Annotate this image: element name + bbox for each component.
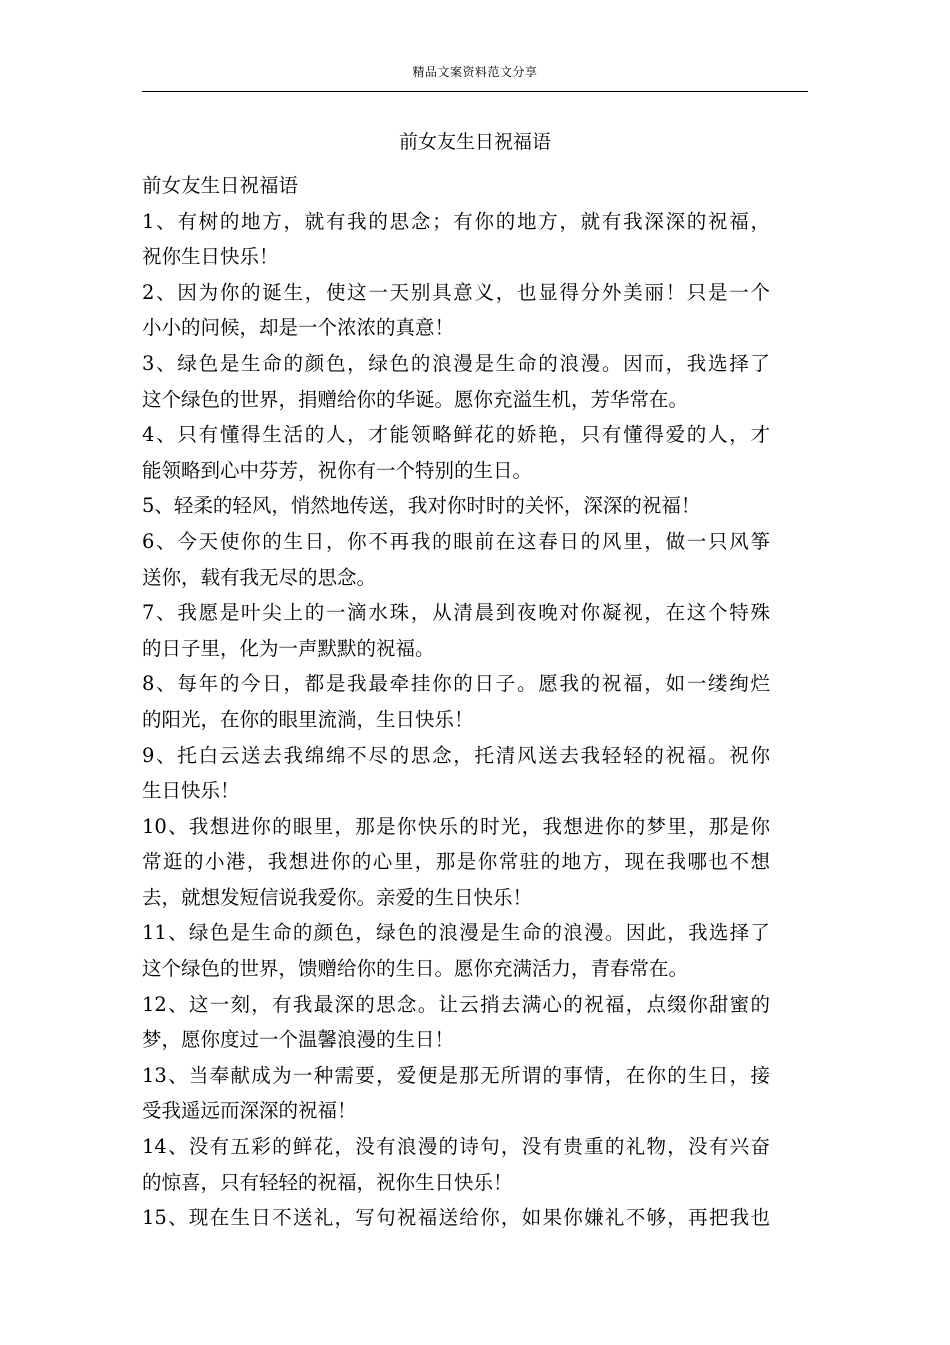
text-line: 生日快乐！ (142, 779, 240, 803)
text-line: 15、现在生日不送礼，写句祝福送给你，如果你嫌礼不够，再把我也 (142, 1206, 770, 1230)
text-line: 6、今天使你的生日，你不再我的眼前在这春日的风里，做一只风筝 (142, 529, 770, 553)
page-header: 精品文案资料范文分享 (412, 65, 538, 79)
text-line: 这个绿色的世界，捐赠给你的华诞。愿你充溢生机，芳华常在。 (142, 387, 689, 411)
text-line: 10、我想进你的眼里，那是你快乐的时光，我想进你的梦里，那是你 (142, 814, 770, 838)
text-line: 8、每年的今日，都是我最牵挂你的日子。愿我的祝福，如一缕绚烂 (142, 672, 770, 696)
text-line: 3、绿色是生命的颜色，绿色的浪漫是生命的浪漫。因而，我选择了 (142, 351, 770, 375)
text-line: 2、因为你的诞生，使这一天别具意义，也显得分外美丽！只是一个 (142, 280, 770, 304)
text-line: 12、这一刻，有我最深的思念。让云捎去满心的祝福，点缀你甜蜜的 (142, 992, 770, 1016)
text-line: 9、托白云送去我绵绵不尽的思念，托清风送去我轻轻的祝福。祝你 (142, 743, 770, 767)
text-line: 前女友生日祝福语 (142, 174, 299, 197)
header-divider (142, 91, 808, 92)
text-line: 4、只有懂得生活的人，才能领略鲜花的娇艳，只有懂得爱的人，才 (142, 423, 770, 447)
text-line: 13、当奉献成为一种需要，爱便是那无所谓的事情，在你的生日，接 (142, 1063, 770, 1087)
text-line: 能领略到心中芬芳，祝你有一个特别的生日。 (142, 458, 533, 482)
text-line: 小小的问候，却是一个浓浓的真意！ (142, 316, 455, 340)
text-line: 梦，愿你度过一个温馨浪漫的生日！ (142, 1028, 455, 1052)
text-line: 这个绿色的世界，馈赠给你的生日。愿你充满活力，青春常在。 (142, 957, 689, 981)
text-line: 14、没有五彩的鲜花，没有浪漫的诗句，没有贵重的礼物，没有兴奋 (142, 1135, 770, 1159)
document-title: 前女友生日祝福语 (398, 131, 551, 153)
text-line: 7、我愿是叶尖上的一滴水珠，从清晨到夜晚对你凝视，在这个特殊 (142, 601, 770, 625)
text-line: 的惊喜，只有轻轻的祝福，祝你生日快乐！ (142, 1170, 513, 1194)
text-line: 送你，载有我无尽的思念。 (142, 565, 377, 589)
document-body (142, 168, 808, 1236)
text-line: 11、绿色是生命的颜色，绿色的浪漫是生命的浪漫。因此，我选择了 (142, 921, 770, 945)
text-line: 祝你生日快乐！ (142, 245, 279, 269)
text-line: 受我遥远而深深的祝福！ (142, 1099, 357, 1123)
text-line: 的阳光，在你的眼里流淌，生日快乐！ (142, 707, 474, 731)
text-line: 5、轻柔的轻风，悄然地传送，我对你时时的关怀，深深的祝福！ (142, 494, 701, 518)
text-line: 1、有树的地方，就有我的思念；有你的地方，就有我深深的祝福， (142, 209, 770, 233)
text-line: 去，就想发短信说我爱你。亲爱的生日快乐！ (142, 885, 533, 909)
text-line: 的日子里，化为一声默默的祝福。 (142, 636, 435, 660)
text-line: 常逛的小港，我想进你的心里，那是你常驻的地方，现在我哪也不想 (142, 850, 770, 874)
